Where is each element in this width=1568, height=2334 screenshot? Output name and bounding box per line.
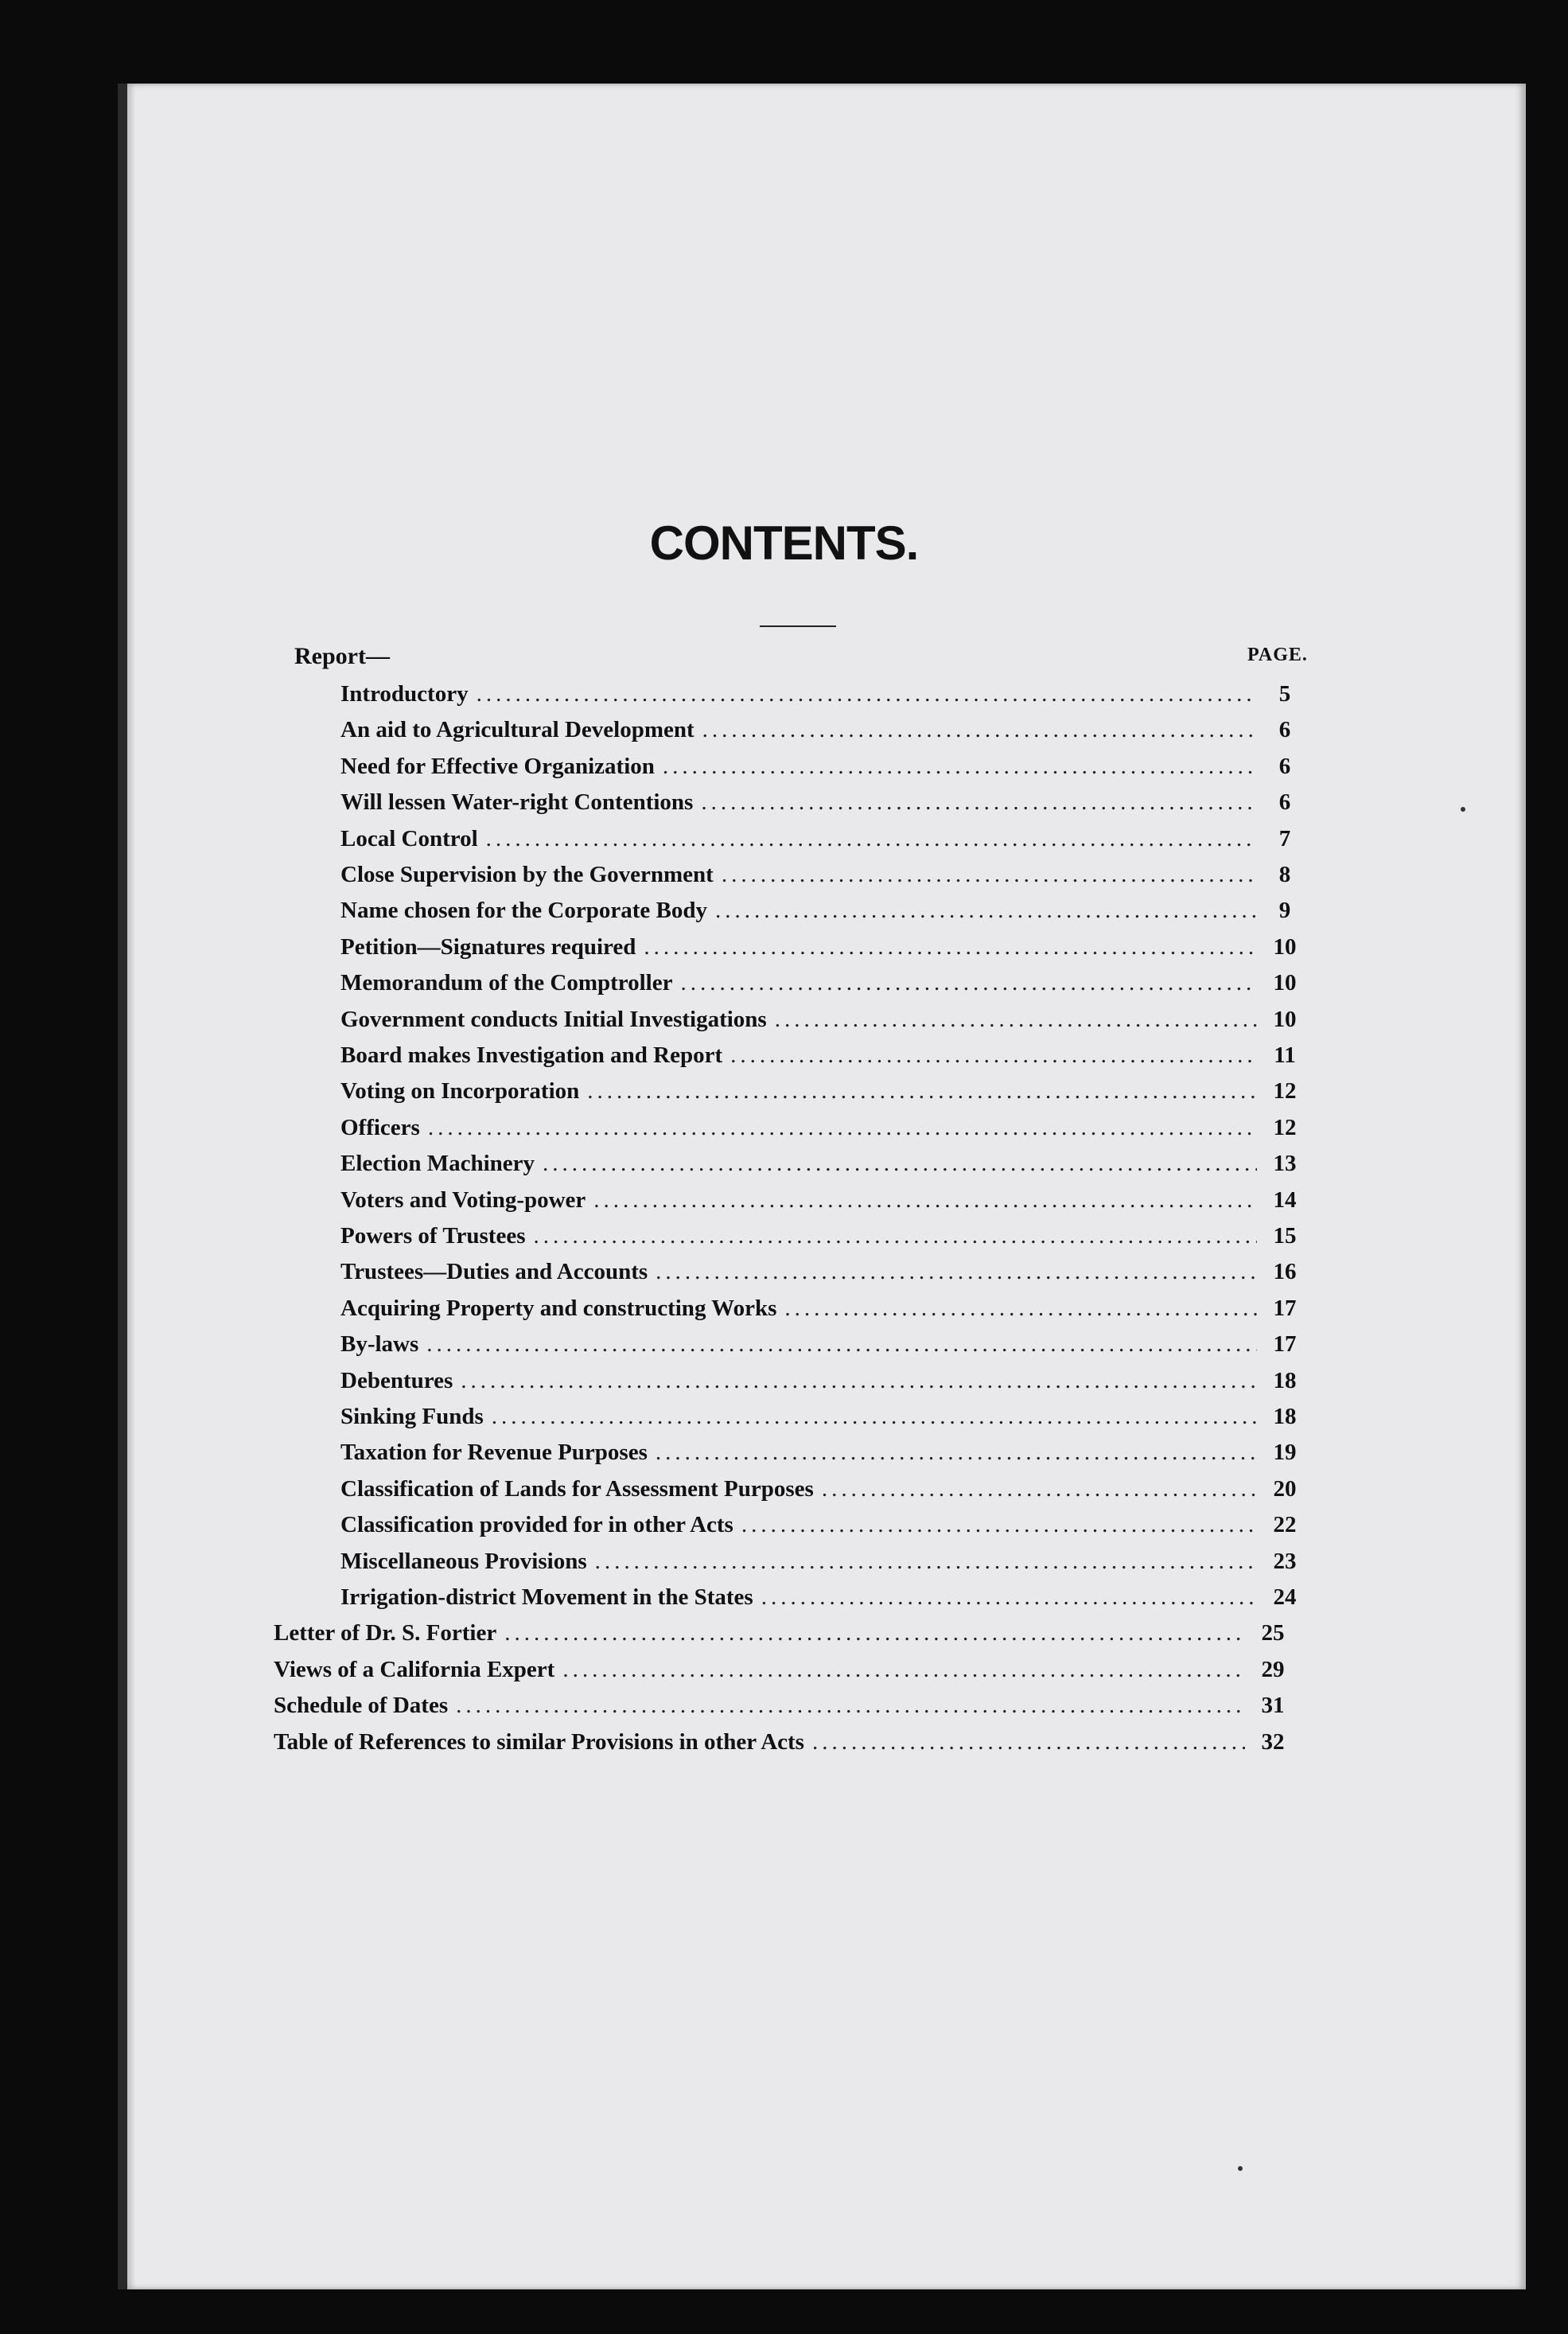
toc-entry-page-number: 6 bbox=[1278, 753, 1291, 779]
toc-entry-page-number: 14 bbox=[1273, 1186, 1297, 1213]
toc-entry-page-number: 10 bbox=[1273, 970, 1297, 996]
dot-leader bbox=[504, 1620, 1245, 1646]
toc-entry bbox=[340, 1331, 1305, 1363]
dot-leader bbox=[775, 1007, 1257, 1033]
toc-entry-page-number: 23 bbox=[1273, 1548, 1297, 1574]
scan-speck bbox=[1238, 2166, 1243, 2171]
toc-entry bbox=[340, 1296, 1305, 1327]
dot-leader bbox=[587, 1078, 1257, 1105]
dot-leader bbox=[741, 1512, 1257, 1538]
dot-leader bbox=[533, 1223, 1257, 1249]
toc-entry-label: Classification of Lands for Assessment Purposes bbox=[340, 1475, 814, 1502]
report-section-heading: Report— bbox=[294, 643, 390, 669]
dot-leader bbox=[812, 1729, 1245, 1755]
toc-entry-label: Letter of Dr. S. Fortier bbox=[274, 1620, 497, 1646]
toc-entry bbox=[340, 1223, 1305, 1255]
toc-entry-page-number: 6 bbox=[1278, 789, 1291, 816]
dot-leader bbox=[456, 1693, 1245, 1719]
toc-entry-label: Views of a California Expert bbox=[274, 1656, 555, 1682]
toc-entry-page-number: 25 bbox=[1261, 1620, 1285, 1646]
toc-entry-label: Acquiring Property and constructing Works bbox=[340, 1295, 777, 1321]
dot-leader bbox=[656, 1259, 1257, 1285]
toc-entry bbox=[340, 1151, 1305, 1183]
toc-entry-label: Petition—Signatures required bbox=[340, 933, 636, 960]
toc-entry bbox=[340, 1584, 1305, 1616]
toc-entry-label: Will lessen Water-right Contentions bbox=[340, 789, 694, 816]
toc-entry-label: Table of References to similar Provisions in other Acts bbox=[274, 1728, 804, 1755]
toc-entry-page-number: 18 bbox=[1273, 1404, 1297, 1429]
toc-entry-label: Classification provided for in other Acts bbox=[340, 1512, 733, 1538]
toc-entry-page-number: 32 bbox=[1261, 1728, 1285, 1755]
toc-entry-page-number: 11 bbox=[1274, 1042, 1296, 1068]
toc-entry-page-number: 12 bbox=[1273, 1114, 1297, 1140]
toc-entry-page-number: 8 bbox=[1278, 862, 1291, 887]
toc-entry-page-number: 15 bbox=[1273, 1223, 1297, 1249]
toc-entry bbox=[340, 1259, 1305, 1291]
toc-entry bbox=[340, 1549, 1305, 1580]
toc-entry-label: Voting on Incorporation bbox=[340, 1078, 580, 1105]
dot-leader bbox=[461, 1368, 1257, 1394]
toc-entry-label: Miscellaneous Provisions bbox=[340, 1548, 587, 1574]
dot-leader bbox=[477, 681, 1257, 707]
toc-entry-label: Board makes Investigation and Report bbox=[340, 1042, 723, 1068]
toc-entry bbox=[340, 1187, 1305, 1219]
dot-leader bbox=[730, 1042, 1257, 1069]
toc-entry-page-number: 10 bbox=[1273, 933, 1297, 960]
toc-entry-page-number: 19 bbox=[1273, 1440, 1297, 1466]
toc-entry-label: Need for Effective Organization bbox=[340, 753, 655, 779]
toc-entry bbox=[340, 1440, 1305, 1471]
toc-entry bbox=[340, 1042, 1305, 1074]
toc-entry bbox=[340, 1368, 1305, 1400]
toc-entry-page-number: 12 bbox=[1273, 1078, 1297, 1105]
dot-leader bbox=[702, 717, 1257, 743]
toc-entry-page-number: 31 bbox=[1261, 1693, 1285, 1719]
toc-entry-page-number: 17 bbox=[1273, 1295, 1297, 1321]
toc-entry bbox=[340, 1115, 1305, 1147]
toc-entry-page-number: 5 bbox=[1278, 681, 1291, 707]
dot-leader bbox=[822, 1476, 1257, 1502]
toc-entry bbox=[340, 934, 1305, 966]
toc-entry-page-number: 24 bbox=[1273, 1584, 1297, 1610]
toc-entry bbox=[340, 789, 1305, 821]
toc-entry bbox=[340, 1078, 1305, 1110]
dot-leader bbox=[701, 789, 1257, 816]
dot-leader bbox=[426, 1331, 1257, 1358]
toc-entry bbox=[274, 1693, 1293, 1724]
toc-entry-page-number: 16 bbox=[1273, 1259, 1297, 1285]
dot-leader bbox=[680, 970, 1257, 996]
toc-entry-label: By-laws bbox=[340, 1331, 419, 1358]
dot-leader bbox=[722, 862, 1257, 888]
dot-leader bbox=[593, 1187, 1257, 1214]
toc-entry-label: Debentures bbox=[340, 1367, 453, 1393]
dot-leader bbox=[486, 826, 1257, 852]
toc-entry-label: Introductory bbox=[340, 681, 469, 707]
toc-entry-label: Trustees—Duties and Accounts bbox=[340, 1259, 648, 1285]
toc-entry-label: Close Supervision by the Government bbox=[340, 862, 714, 887]
toc-entry bbox=[274, 1729, 1293, 1761]
toc-entry-label: Powers of Trustees bbox=[340, 1223, 526, 1249]
toc-entry bbox=[340, 1007, 1305, 1038]
toc-entry bbox=[340, 717, 1305, 749]
dot-leader bbox=[492, 1404, 1257, 1430]
dot-leader bbox=[644, 934, 1257, 960]
dot-leader bbox=[784, 1296, 1257, 1322]
dot-leader bbox=[543, 1151, 1257, 1177]
toc-entry-label: Schedule of Dates bbox=[274, 1693, 449, 1719]
toc-entry bbox=[340, 1476, 1305, 1508]
dot-leader bbox=[428, 1115, 1257, 1141]
toc-entry bbox=[340, 1404, 1305, 1436]
toc-entry-page-number: 6 bbox=[1278, 717, 1291, 743]
dot-leader bbox=[562, 1657, 1245, 1683]
toc-entry bbox=[340, 1512, 1305, 1544]
dot-leader bbox=[656, 1440, 1257, 1466]
toc-entry-label: Taxation for Revenue Purposes bbox=[340, 1440, 648, 1466]
toc-entry bbox=[340, 826, 1305, 858]
toc-entry bbox=[340, 862, 1305, 894]
toc-entry-page-number: 13 bbox=[1273, 1151, 1297, 1177]
toc-entry-page-number: 29 bbox=[1261, 1656, 1285, 1682]
toc-entry bbox=[274, 1657, 1293, 1689]
dot-leader bbox=[595, 1549, 1257, 1575]
toc-entry bbox=[274, 1620, 1293, 1652]
dot-leader bbox=[663, 754, 1257, 780]
toc-entry-page-number: 17 bbox=[1273, 1331, 1297, 1358]
toc-entry-page-number: 7 bbox=[1278, 825, 1291, 851]
toc-entry bbox=[340, 898, 1305, 929]
toc-entry-label: Voters and Voting-power bbox=[340, 1186, 586, 1213]
toc-entry-label: Local Control bbox=[340, 825, 478, 851]
scan-speck bbox=[1461, 807, 1465, 812]
toc-entry-page-number: 20 bbox=[1273, 1475, 1297, 1502]
toc-entry-page-number: 9 bbox=[1278, 898, 1291, 924]
page-title: CONTENTS. bbox=[649, 516, 919, 570]
toc-entry-label: An aid to Agricultural Development bbox=[340, 717, 695, 743]
toc-entry-page-number: 22 bbox=[1273, 1512, 1297, 1538]
toc-entry-label: Officers bbox=[340, 1114, 420, 1140]
page-column-heading: PAGE. bbox=[1247, 645, 1308, 665]
toc-entry-label: Election Machinery bbox=[340, 1151, 535, 1177]
dot-leader bbox=[761, 1584, 1257, 1611]
toc-entry-label: Name chosen for the Corporate Body bbox=[340, 898, 707, 924]
toc-entry-page-number: 18 bbox=[1273, 1367, 1297, 1393]
toc-entry-label: Memorandum of the Comptroller bbox=[340, 970, 673, 996]
dot-leader bbox=[715, 898, 1257, 924]
toc-entry-label: Sinking Funds bbox=[340, 1404, 484, 1429]
toc-entry bbox=[340, 754, 1305, 785]
toc-entry-page-number: 10 bbox=[1273, 1006, 1297, 1032]
toc-entry-label: Government conducts Initial Investigations bbox=[340, 1006, 767, 1032]
toc-entry-label: Irrigation-district Movement in the States bbox=[340, 1584, 753, 1610]
toc-entry bbox=[340, 681, 1305, 713]
toc-entry bbox=[340, 970, 1305, 1002]
